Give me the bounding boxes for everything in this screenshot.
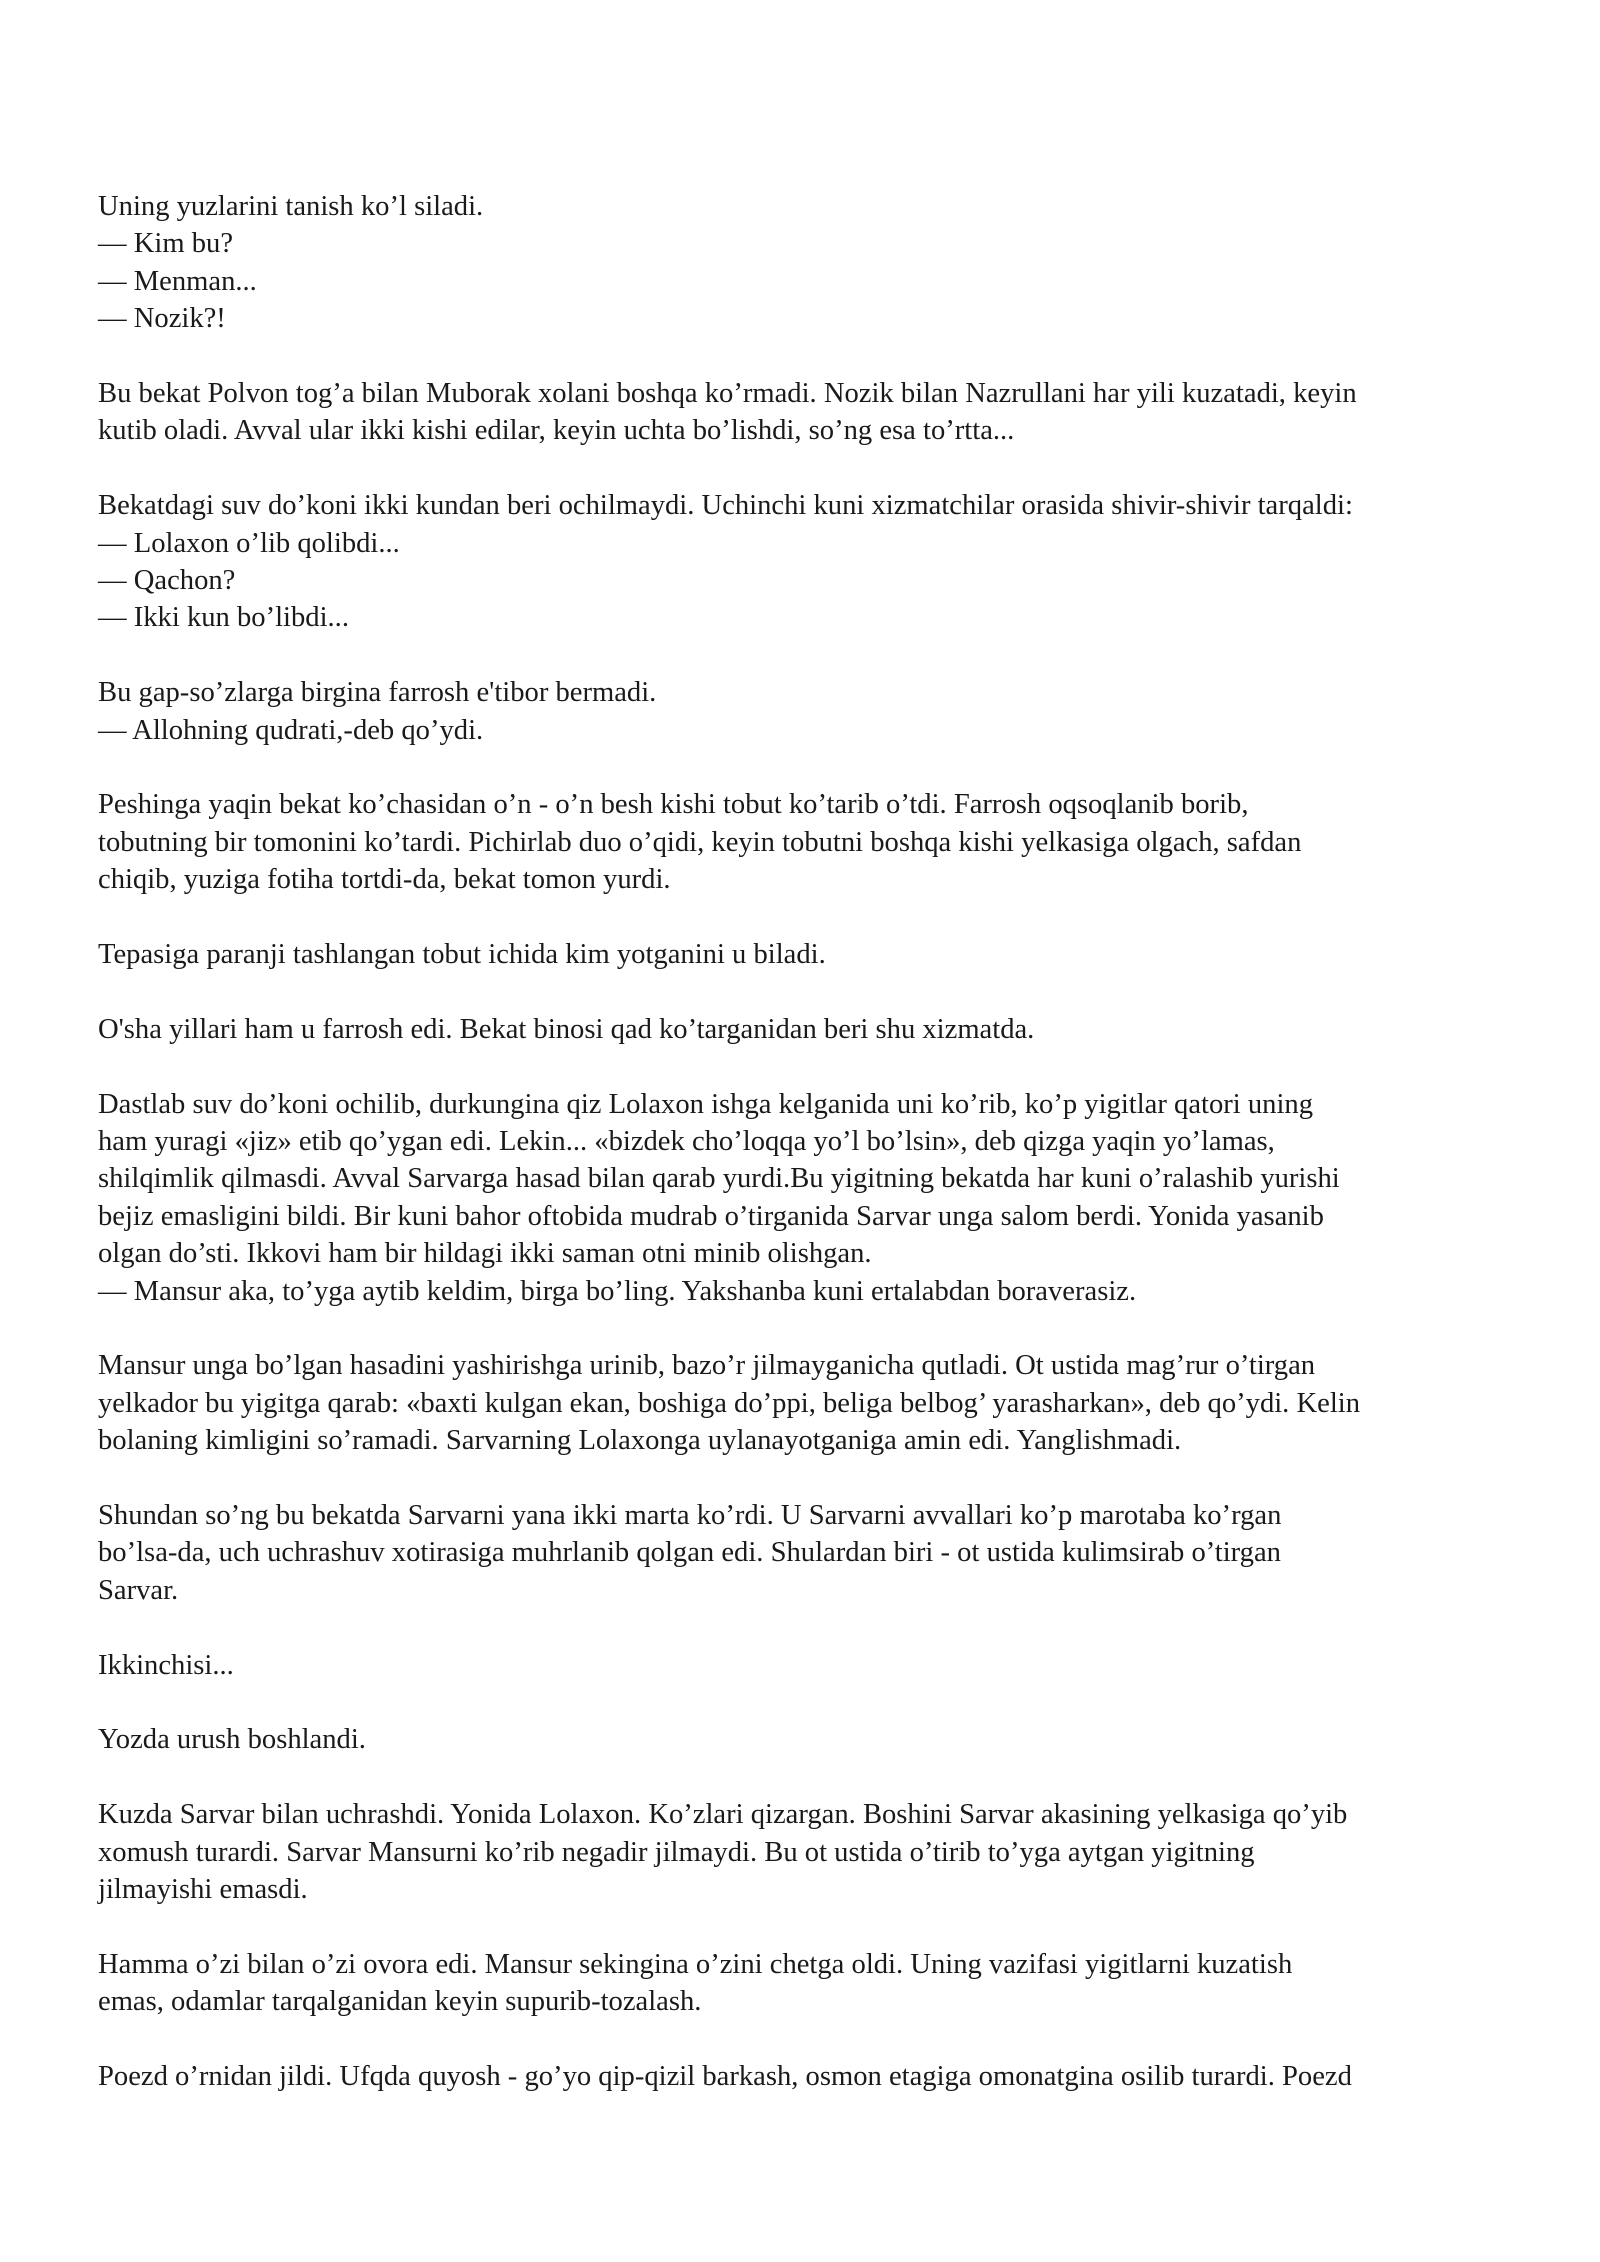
text-line: O'sha yillari ham u farrosh edi. Bekat binosi qad ko’targanidan beri shu xizmatda. (98, 1013, 1035, 1045)
paragraph (98, 487, 1538, 637)
text-line: Mansur unga bo’lgan hasadini yashirishga urinib, bazo’r jilmayganicha qutladi. Ot ustida mag’rur o’tirgan (98, 1350, 1316, 1382)
text-line: chiqib, yuziga fotiha tortdi-da, bekat tomon yurdi. (98, 864, 671, 896)
paragraph (98, 375, 1538, 450)
text-line: bo’lsa-da, uch uchrashuv xotirasiga muhrlanib qolgan edi. Shulardan biri - ot ustida kulimsirab o’tirgan (98, 1537, 1281, 1569)
text-line: xomush turardi. Sarvar Mansurni ko’rib negadir jilmaydi. Bu ot ustida o’tirib to’yga aytgan yigitning (98, 1836, 1255, 1868)
paragraph (98, 1721, 1538, 1758)
text-line: Shundan so’ng bu bekatda Sarvarni yana ikki marta ko’rdi. U Sarvarni avvallari ko’p marotaba ko’rgan (98, 1500, 1282, 1532)
paragraph (98, 936, 1538, 973)
text-line: Bu gap-so’zlarga birgina farrosh e'tibor bermadi. (98, 677, 657, 709)
paragraph (98, 1647, 1538, 1684)
text-line: — Nozik?! (98, 303, 226, 335)
text-line: Bekatdagi suv do’koni ikki kundan beri ochilmaydi. Uchinchi kuni xizmatchilar orasida shivir-shivir tarqaldi: (98, 490, 1353, 522)
text-line: — Qachon? (98, 565, 236, 597)
text-line: yelkador bu yigitga qarab: «baxti kulgan ekan, boshiga do’ppi, beliga belbog’ yarasharkan», deb qo’ydi. Kelin (98, 1387, 1361, 1419)
text-line: tobutning bir tomonini ko’tardi. Pichirlab duo o’qidi, keyin tobutni boshqa kishi yelkasiga olgach, safdan (98, 826, 1302, 858)
text-line: bejiz emasligini bildi. Bir kuni bahor oftobida mudrab o’tirganida Sarvar unga salom berdi. Yonida yasanib (98, 1200, 1324, 1232)
text-line: shilqimlik qilmasdi. Avval Sarvarga hasad bilan qarab yurdi.Bu yigitning bekatda har kuni o’ralashib yurishi (98, 1163, 1340, 1195)
paragraph (98, 1086, 1538, 1310)
text-line: jilmayishi emasdi. (98, 1874, 308, 1906)
text-line: — Lolaxon o’lib qolibdi... (98, 527, 400, 559)
text-line: Sarvar. (98, 1574, 179, 1606)
text-line: bolaning kimligini so’ramadi. Sarvarning Lolaxonga uylanayotganiga amin edi. Yanglishmadi. (98, 1425, 1182, 1457)
text-line: — Kim bu? (98, 228, 234, 260)
text-line: Kuzda Sarvar bilan uchrashdi. Yonida Lolaxon. Ko’zlari qizargan. Boshini Sarvar akasining yelkasiga qo’yib (98, 1799, 1348, 1831)
text-line: Poezd o’rnidan jildi. Ufqda quyosh - go’yo qip-qizil barkash, osmon etagiga omonatgina osilib turardi. Poezd (98, 2061, 1352, 2093)
paragraph (98, 188, 1538, 338)
paragraph (98, 1497, 1538, 1609)
text-line: — Menman... (98, 265, 257, 297)
paragraph (98, 1796, 1538, 1908)
text-line: Peshinga yaqin bekat ko’chasidan o’n - o’n besh kishi tobut ko’tarib o’tdi. Farrosh oqsoqlanib borib, (98, 789, 1249, 821)
text-line: Bu bekat Polvon tog’a bilan Muborak xolani boshqa ko’rmadi. Nozik bilan Nazrullani har yili kuzatadi, keyin (98, 378, 1357, 410)
paragraph (98, 1347, 1538, 1459)
paragraph (98, 786, 1538, 898)
text-line: kutib oladi. Avval ular ikki kishi edilar, keyin uchta bo’lishdi, so’ng esa to’rtta... (98, 415, 1015, 447)
text-line: Tepasiga paranji tashlangan tobut ichida kim yotganini u biladi. (98, 939, 826, 971)
text-line: Yozda urush boshlandi. (98, 1724, 366, 1756)
paragraph (98, 674, 1538, 749)
paragraph (98, 1011, 1538, 1048)
document-page (98, 188, 1538, 2133)
text-line: — Mansur aka, to’yga aytib keldim, birga bo’ling. Yakshanba kuni ertalabdan boraverasiz. (98, 1275, 1137, 1307)
text-line: Hamma o’zi bilan o’zi ovora edi. Mansur sekingina o’zini chetga oldi. Uning vazifasi yigitlarni kuzatish (98, 1948, 1293, 1980)
text-line: Uning yuzlarini tanish ko’l siladi. (98, 191, 484, 222)
text-line: — Ikki kun bo’libdi... (98, 602, 349, 634)
text-line: emas, odamlar tarqalganidan keyin supurib-tozalash. (98, 1986, 702, 2018)
text-line: olgan do’sti. Ikkovi ham bir hildagi ikki saman otni minib olishgan. (98, 1238, 872, 1270)
text-line: Dastlab suv do’koni ochilib, durkungina qiz Lolaxon ishga kelganida uni ko’rib, ko’p yigitlar qatori uning (98, 1088, 1314, 1120)
paragraph (98, 2058, 1538, 2095)
text-line: — Allohning qudrati,-deb qo’ydi. (98, 714, 484, 746)
paragraph (98, 1946, 1538, 2021)
text-line: ham yuragi «jiz» etib qo’ygan edi. Lekin... «bizdek cho’loqqa yo’l bo’lsin», deb qizga yaqin yo’lamas, (98, 1126, 1275, 1158)
text-line: Ikkinchisi... (98, 1649, 234, 1681)
